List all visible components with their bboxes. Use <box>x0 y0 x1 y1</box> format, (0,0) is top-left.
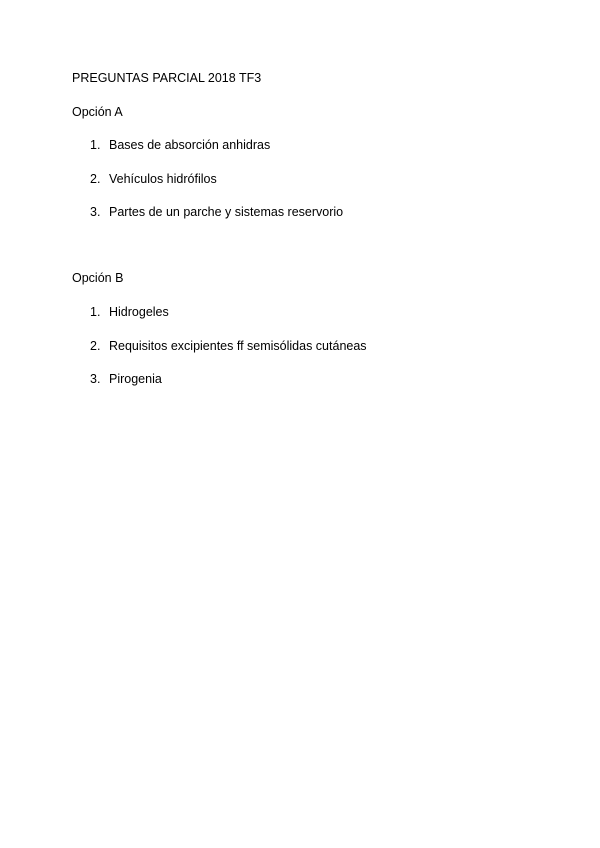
question-text: Vehículos hidrófilos <box>109 171 217 186</box>
question-number: 3. <box>90 205 101 219</box>
question-number: 3. <box>90 372 101 386</box>
question-text: Bases de absorción anhidras <box>109 138 271 152</box>
question-text: Requisitos excipientes ff semisólidas cutáneas <box>109 338 367 353</box>
question-text: Pirogenia <box>109 372 162 386</box>
option-b-heading: Opción B <box>72 271 124 285</box>
question-number: 1. <box>90 305 101 319</box>
question-text: Hidrogeles <box>109 305 169 319</box>
question-number: 2. <box>90 338 101 353</box>
option-a-heading: Opción A <box>72 105 123 119</box>
question-number: 2. <box>90 171 101 186</box>
document-title: PREGUNTAS PARCIAL 2018 TF3 <box>72 71 262 85</box>
question-text: Partes de un parche y sistemas reservorio <box>109 205 344 219</box>
question-number: 1. <box>90 138 101 152</box>
